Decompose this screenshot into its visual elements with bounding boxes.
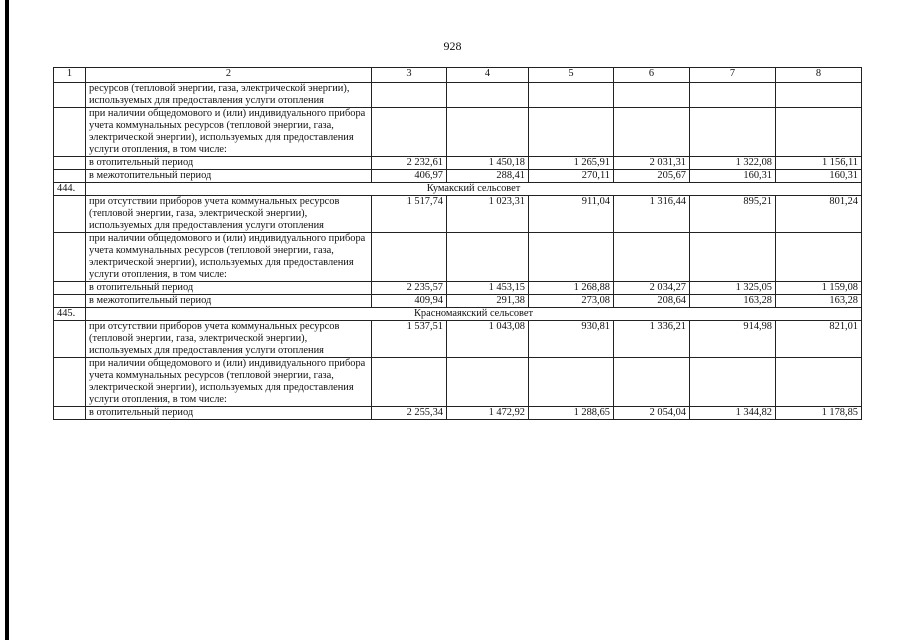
value-cell <box>690 108 776 157</box>
row-number-cell <box>54 108 86 157</box>
value-cell: 2 255,34 <box>372 407 447 420</box>
value-cell <box>776 108 862 157</box>
value-cell: 801,24 <box>776 196 862 233</box>
column-number-header-row <box>54 68 862 83</box>
table-row <box>54 170 862 183</box>
value-cell: 1 265,91 <box>529 157 614 170</box>
table-row <box>54 295 862 308</box>
value-cell <box>529 83 614 108</box>
value-cell: 1 322,08 <box>690 157 776 170</box>
section-title: Красномаякский сельсовет <box>86 308 862 321</box>
row-number-cell <box>54 157 86 170</box>
value-cell: 409,94 <box>372 295 447 308</box>
value-cell: 2 031,31 <box>614 157 690 170</box>
value-cell: 288,41 <box>447 170 529 183</box>
row-description: при наличии общедомового и (или) индивидуального прибора учета коммунальных ресурсов (тепловой энергии, газа, электрической энергии), используемых для предоставления услуги отопления, в том числе: <box>86 108 372 157</box>
column-number: 8 <box>776 68 862 83</box>
value-cell <box>690 358 776 407</box>
tariff-table <box>53 67 862 420</box>
value-cell <box>529 233 614 282</box>
row-description: в отопительный период <box>86 282 372 295</box>
column-number: 2 <box>86 68 372 83</box>
value-cell <box>614 233 690 282</box>
value-cell: 1 453,15 <box>447 282 529 295</box>
value-cell <box>776 83 862 108</box>
row-number-cell <box>54 83 86 108</box>
column-number: 4 <box>447 68 529 83</box>
value-cell <box>372 233 447 282</box>
row-description: ресурсов (тепловой энергии, газа, электрической энергии), используемых для предоставления услуги отопления <box>86 83 372 108</box>
value-cell: 1 472,92 <box>447 407 529 420</box>
value-cell: 2 054,04 <box>614 407 690 420</box>
value-cell <box>690 83 776 108</box>
section-header-row <box>54 183 862 196</box>
column-number: 5 <box>529 68 614 83</box>
value-cell <box>447 233 529 282</box>
value-cell: 911,04 <box>529 196 614 233</box>
column-number: 3 <box>372 68 447 83</box>
table-row <box>54 358 862 407</box>
table-row <box>54 196 862 233</box>
value-cell: 208,64 <box>614 295 690 308</box>
value-cell <box>447 358 529 407</box>
value-cell: 160,31 <box>776 170 862 183</box>
section-number: 444. <box>54 183 86 196</box>
value-cell: 1 288,65 <box>529 407 614 420</box>
value-cell: 1 316,44 <box>614 196 690 233</box>
value-cell: 291,38 <box>447 295 529 308</box>
column-number: 6 <box>614 68 690 83</box>
value-cell: 1 268,88 <box>529 282 614 295</box>
section-number: 445. <box>54 308 86 321</box>
value-cell <box>776 233 862 282</box>
value-cell <box>372 83 447 108</box>
row-number-cell <box>54 321 86 358</box>
value-cell: 1 450,18 <box>447 157 529 170</box>
page-number: 928 <box>443 39 462 53</box>
row-number-cell <box>54 233 86 282</box>
table-row <box>54 108 862 157</box>
value-cell <box>447 83 529 108</box>
row-number-cell <box>54 358 86 407</box>
table-row <box>54 233 862 282</box>
value-cell: 930,81 <box>529 321 614 358</box>
value-cell <box>614 108 690 157</box>
table-row <box>54 282 862 295</box>
value-cell: 1 344,82 <box>690 407 776 420</box>
value-cell <box>529 108 614 157</box>
row-description: в отопительный период <box>86 157 372 170</box>
value-cell: 1 325,05 <box>690 282 776 295</box>
section-title: Кумакский сельсовет <box>86 183 862 196</box>
table-row <box>54 321 862 358</box>
value-cell: 163,28 <box>776 295 862 308</box>
row-description: при наличии общедомового и (или) индивидуального прибора учета коммунальных ресурсов (тепловой энергии, газа, электрической энергии), используемых для предоставления услуги отопления, в том числе: <box>86 233 372 282</box>
row-description: при отсутствии приборов учета коммунальных ресурсов (тепловой энергии, газа, электрической энергии), используемых для предоставления услуги отопления <box>86 196 372 233</box>
value-cell: 914,98 <box>690 321 776 358</box>
row-number-cell <box>54 282 86 295</box>
value-cell <box>447 108 529 157</box>
column-number: 1 <box>54 68 86 83</box>
value-cell: 821,01 <box>776 321 862 358</box>
table-row <box>54 407 862 420</box>
row-number-cell <box>54 295 86 308</box>
value-cell: 2 034,27 <box>614 282 690 295</box>
table-row <box>54 157 862 170</box>
value-cell <box>614 83 690 108</box>
value-cell: 1 043,08 <box>447 321 529 358</box>
value-cell: 1 156,11 <box>776 157 862 170</box>
value-cell: 1 336,21 <box>614 321 690 358</box>
value-cell <box>690 233 776 282</box>
value-cell: 205,67 <box>614 170 690 183</box>
value-cell <box>372 358 447 407</box>
value-cell: 273,08 <box>529 295 614 308</box>
value-cell: 1 178,85 <box>776 407 862 420</box>
value-cell: 2 232,61 <box>372 157 447 170</box>
value-cell <box>776 358 862 407</box>
value-cell: 406,97 <box>372 170 447 183</box>
value-cell: 895,21 <box>690 196 776 233</box>
page-edge-bar <box>5 0 9 640</box>
value-cell: 163,28 <box>690 295 776 308</box>
value-cell: 1 537,51 <box>372 321 447 358</box>
row-description: в межотопительный период <box>86 295 372 308</box>
value-cell: 1 023,31 <box>447 196 529 233</box>
row-number-cell <box>54 407 86 420</box>
value-cell: 160,31 <box>690 170 776 183</box>
value-cell: 1 159,08 <box>776 282 862 295</box>
value-cell <box>529 358 614 407</box>
value-cell <box>614 358 690 407</box>
row-number-cell <box>54 196 86 233</box>
row-description: при наличии общедомового и (или) индивидуального прибора учета коммунальных ресурсов (тепловой энергии, газа, электрической энергии), используемых для предоставления услуги отопления, в том числе: <box>86 358 372 407</box>
value-cell <box>372 108 447 157</box>
row-description: в отопительный период <box>86 407 372 420</box>
row-description: в межотопительный период <box>86 170 372 183</box>
value-cell: 1 517,74 <box>372 196 447 233</box>
column-number: 7 <box>690 68 776 83</box>
row-description: при отсутствии приборов учета коммунальных ресурсов (тепловой энергии, газа, электрической энергии), используемых для предоставления услуги отопления <box>86 321 372 358</box>
row-number-cell <box>54 170 86 183</box>
value-cell: 2 235,57 <box>372 282 447 295</box>
value-cell: 270,11 <box>529 170 614 183</box>
table-row <box>54 83 862 108</box>
section-header-row <box>54 308 862 321</box>
